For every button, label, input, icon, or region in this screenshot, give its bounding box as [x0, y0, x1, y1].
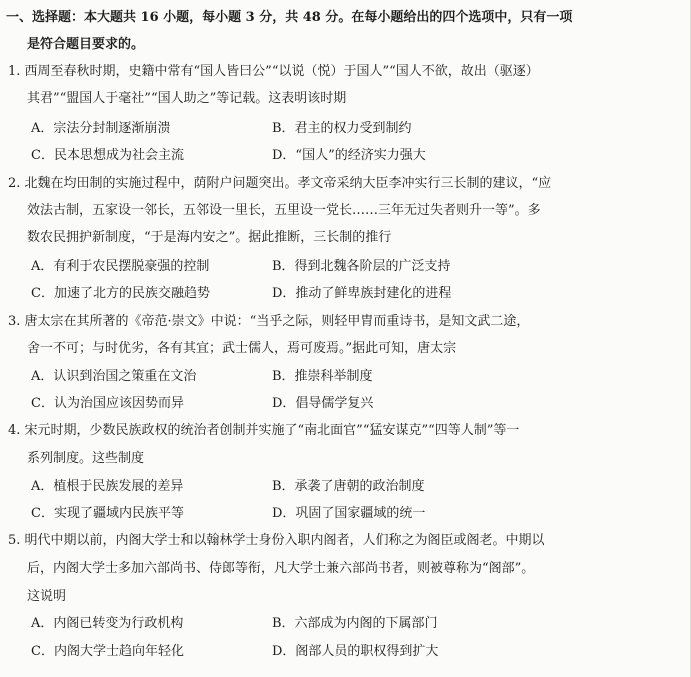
question-4-option-d: D．巩固了国家疆域的统一 — [272, 506, 426, 521]
question-4-option-b: B．承袭了唐朝的政治制度 — [272, 479, 425, 494]
question-1-line-2: 其君”“盟国人于毫社”“国人助之”等记载。这表明该时期 — [27, 91, 347, 106]
question-1-option-a: A．宗法分封制逐渐崩溃 — [31, 121, 171, 136]
question-1-option-d: D．“国人”的经济实力强大 — [272, 148, 426, 163]
question-5-line-1: 5. 明代中期以前，内阁大学士和以翰林学士身份入职内阁者，人们称之为阁臣或阁老。中期以 — [8, 533, 545, 548]
question-1-line-1: 1. 西周至春秋时期，史籍中常有“国人皆曰公”“以说（悦）于国人”“国人不欲，故出（驱逐） — [8, 64, 539, 79]
question-3-option-d: D．倡导儒学复兴 — [272, 396, 374, 411]
question-2-line-1: 2. 北魏在均田制的实施过程中，荫附户问题突出。孝文帝采纳大臣李冲实行三长制的建议，“应 — [8, 176, 552, 191]
question-5-option-a: A．内阁已转变为行政机构 — [31, 616, 184, 631]
question-4-line-1: 4. 宋元时期，少数民族政权的统治者创制并实施了“南北面官”“猛安谋克”“四等人制”等一 — [8, 423, 520, 438]
question-3-option-b: B．推崇科举制度 — [272, 369, 373, 384]
question-2-option-a: A．有利于农民摆脱豪强的控制 — [31, 259, 210, 274]
question-5-line-3: 这说明 — [27, 589, 67, 604]
question-5-option-d: D．阁部人员的职权得到扩大 — [272, 644, 439, 659]
question-3-option-c: C．认为治国应该因势而异 — [31, 396, 184, 411]
question-4-option-a: A．植根于民族发展的差异 — [31, 479, 184, 494]
section-heading-line-1: 一、选择题：本大题共 16 小题，每小题 3 分，共 48 分。在每小题给出的四个选项中，只有一项 — [6, 10, 573, 25]
question-2-option-d: D．推动了鲜卑族封建化的进程 — [272, 286, 452, 301]
question-5-line-2: 后，内阁大学士多加六部尚书、侍郎等衔，凡大学士兼六部尚书者，则被尊称为“阁部”。 — [27, 561, 535, 576]
question-3-line-1: 3. 唐太宗在其所著的《帝范·崇文》中说：“当乎之际，则轻甲胄而重诗书，是知文武二途， — [8, 314, 530, 329]
question-3-line-2: 舍一不可；与时优劣，各有其宜；武士儒人，焉可废焉。”据此可知，唐太宗 — [27, 341, 457, 356]
question-1-option-c: C．民本思想成为社会主流 — [31, 148, 184, 163]
question-5-option-c: C．内阁大学士趋向年轻化 — [31, 644, 184, 659]
question-2-line-3: 数农民拥护新制度，“于是海内安之”。据此推断，三长制的推行 — [27, 230, 392, 245]
question-4-option-c: C．实现了疆域内民族平等 — [31, 506, 184, 521]
section-heading-line-2: 是符合题目要求的。 — [27, 37, 145, 52]
question-5-option-b: B．六部成为内阁的下属部门 — [272, 616, 438, 631]
question-1-option-b: B．君主的权力受到制约 — [272, 121, 412, 136]
question-4-line-2: 系列制度。这些制度 — [27, 451, 145, 466]
question-2-option-c: C．加速了北方的民族交融趋势 — [31, 286, 210, 301]
question-2-line-2: 效法古制，五家设一邻长，五邻设一里长，五里设一党长……三年无过失者则升一等”。多 — [27, 203, 541, 218]
question-3-option-a: A．认识到治国之策重在文治 — [31, 369, 197, 384]
question-2-option-b: B．得到北魏各阶层的广泛支持 — [272, 259, 451, 274]
